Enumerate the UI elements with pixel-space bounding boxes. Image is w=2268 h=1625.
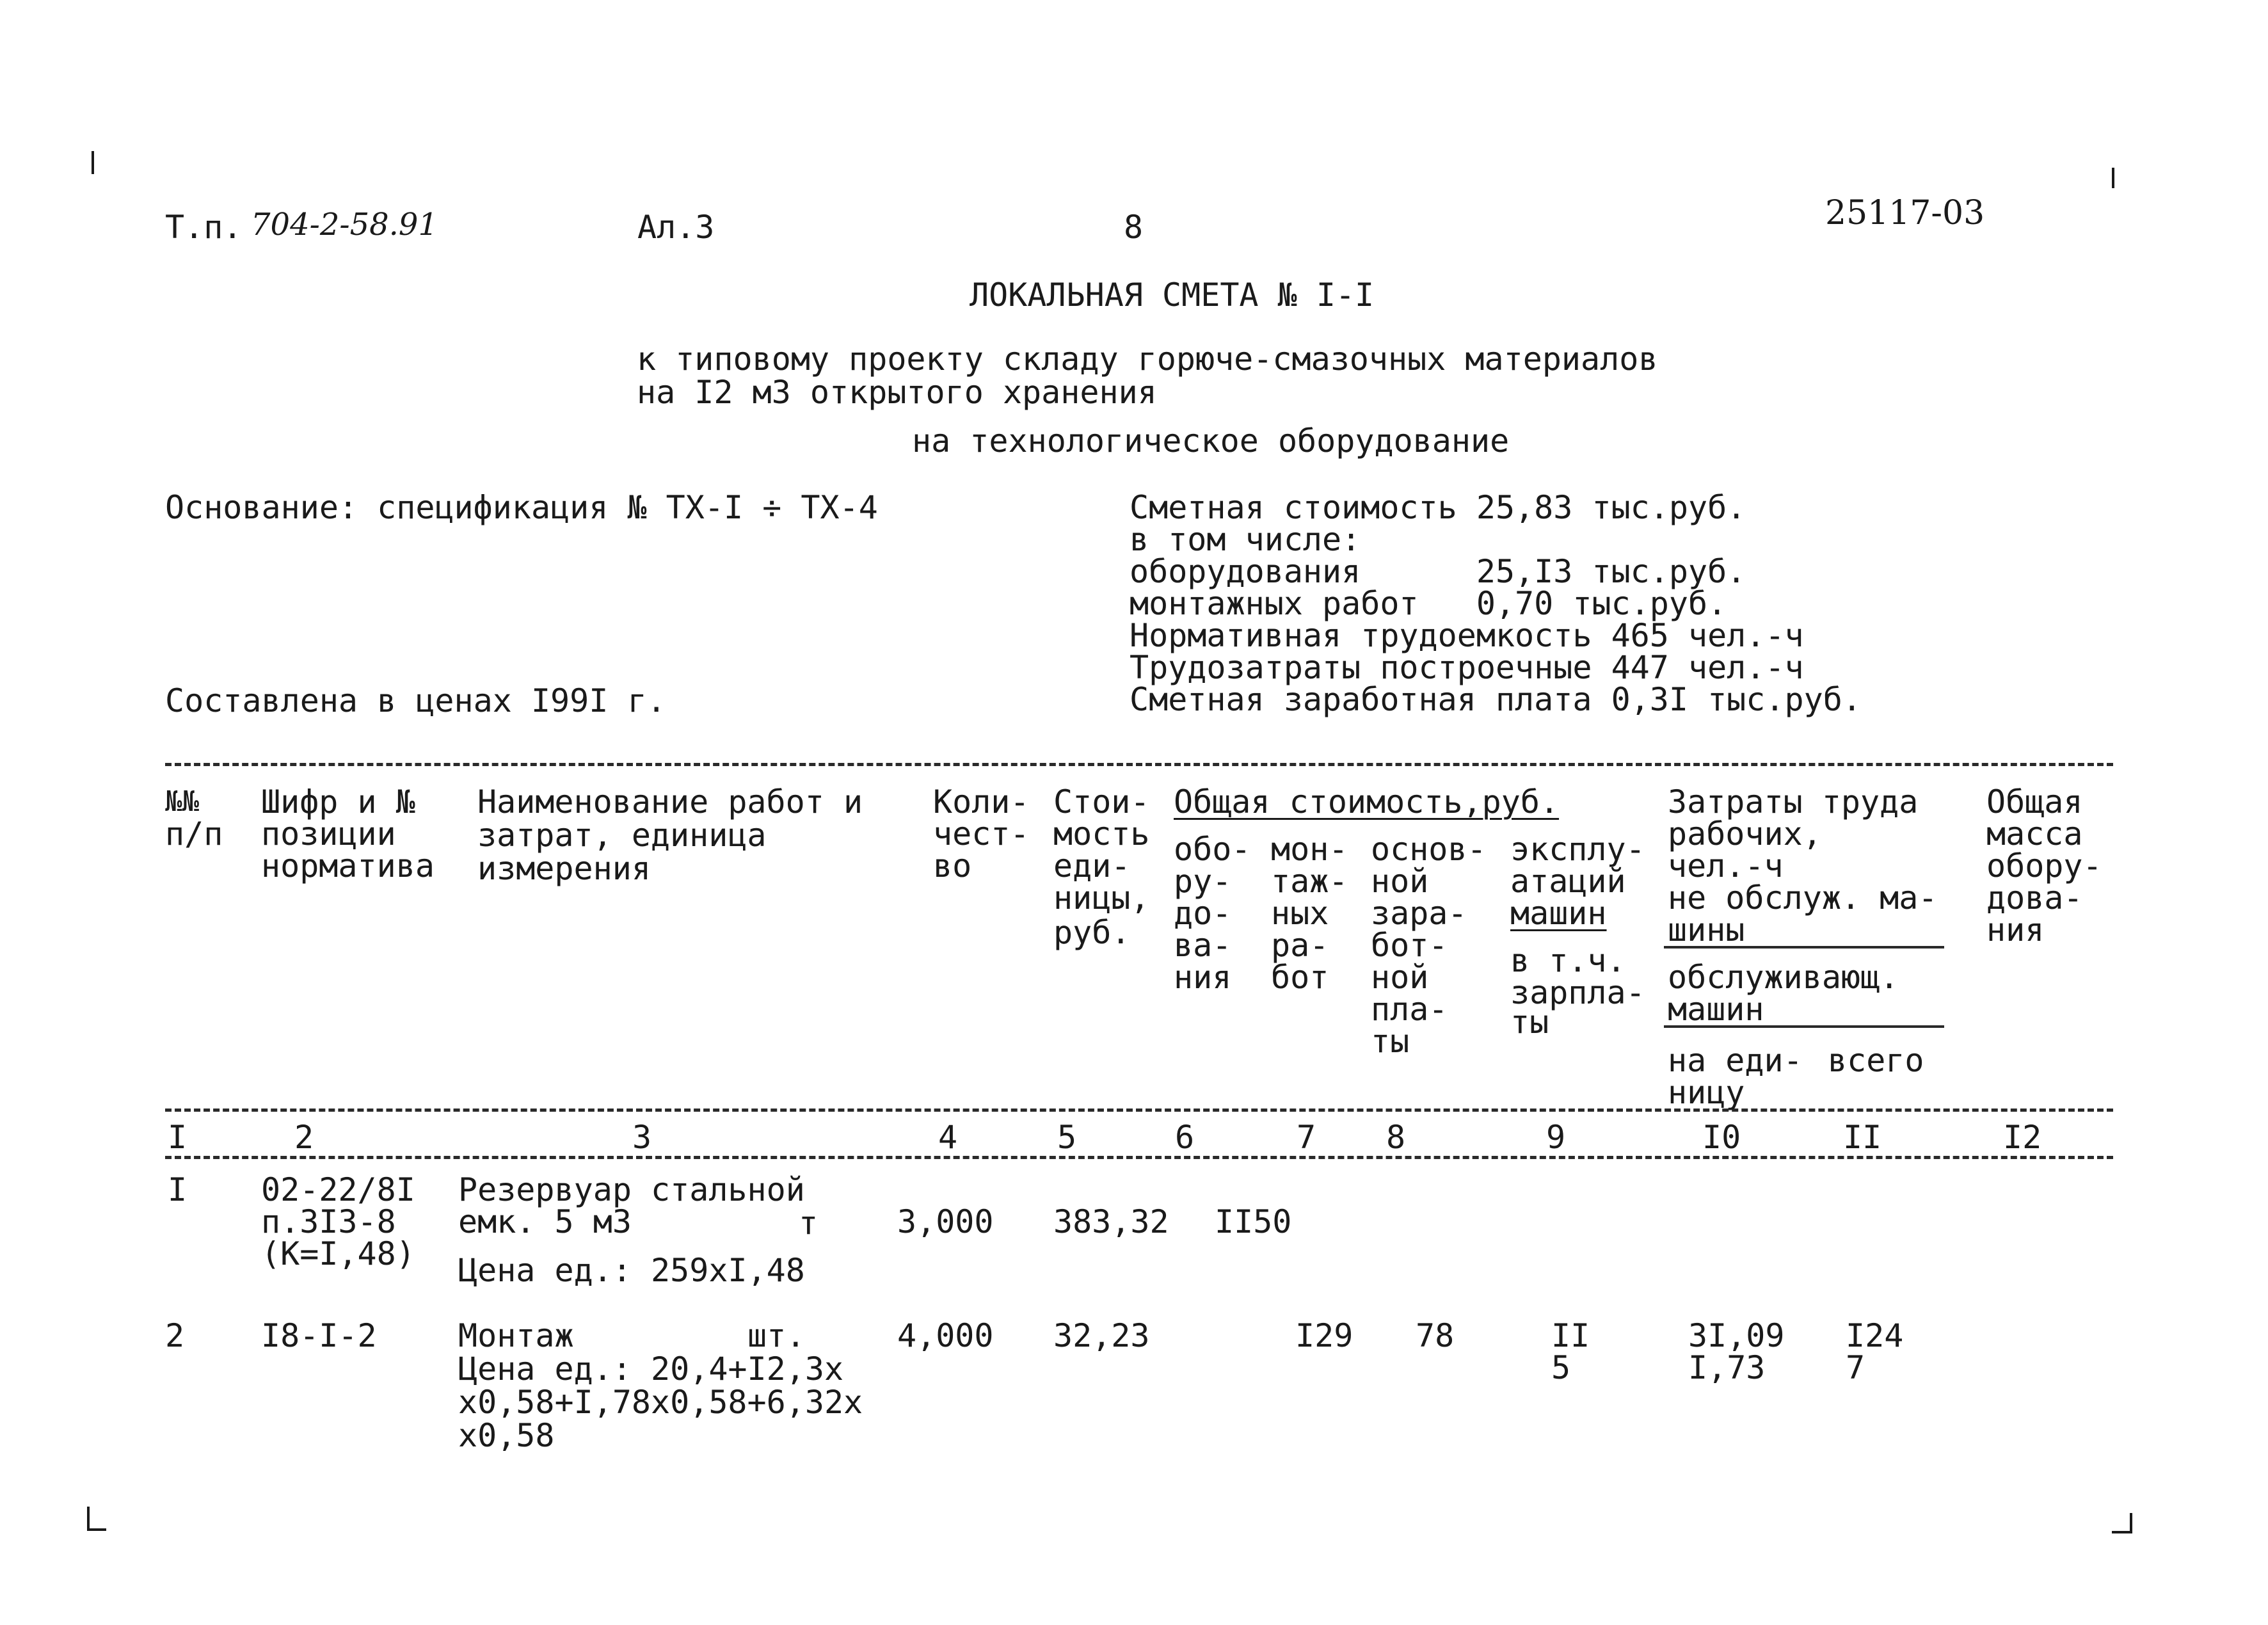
header-unit-cost: ницы, <box>1053 879 1150 917</box>
column-number: 7 <box>1297 1119 1316 1156</box>
header-machine-wages: в т.ч. <box>1510 942 1626 979</box>
row-2-num: 2 <box>165 1317 185 1354</box>
header-equipment: ния <box>1174 959 1232 996</box>
prices-year: Составлена в ценах I99I г. <box>165 682 666 719</box>
header-labor-group: чел.-ч <box>1668 847 1784 885</box>
row-1-name: емк. 5 м3 <box>458 1203 632 1240</box>
row-1-num: I <box>168 1171 188 1208</box>
header-mass: обору- <box>1986 847 2102 885</box>
header-labor-serving: обслуживающ. <box>1668 959 1899 996</box>
row-1-unit: т <box>799 1205 819 1242</box>
column-number: 2 <box>294 1119 314 1156</box>
corner-mark-bottom-right-foot <box>2112 1531 2132 1533</box>
row-1-price: Цена ед.: 259хI,48 <box>458 1252 805 1289</box>
header-mass: Общая <box>1986 783 2083 821</box>
column-number: I2 <box>2003 1119 2042 1156</box>
header-labor-not-serving: не обслуж. ма- <box>1668 879 1938 917</box>
header-labor-group: рабочих, <box>1668 815 1822 853</box>
header-labor-group: Затраты труда <box>1668 783 1919 821</box>
row-2-price: х0,58+I,78х0,58+6,32х <box>458 1384 863 1421</box>
row-1-name: Резервуар стальной <box>458 1171 805 1208</box>
row-2-unit-cost: 32,23 <box>1053 1317 1150 1354</box>
header-code: позиции <box>261 815 396 853</box>
row-2-name: Монтаж <box>458 1317 574 1354</box>
tp-number: 704-2-58.91 <box>251 207 438 243</box>
header-machine-operation: эксплу- <box>1510 831 1645 868</box>
header-mass: ния <box>1986 911 2045 949</box>
corner-mark-bottom-left <box>87 1507 90 1531</box>
header-machine-operation: машин <box>1510 895 1607 932</box>
header-labor-not-serving: шины <box>1668 911 1745 949</box>
cost-summary-line: оборудования 25,I3 тыс.руб. <box>1130 553 1746 590</box>
header-machine-wages: ты <box>1510 1004 1549 1041</box>
header-code: норматива <box>261 847 435 885</box>
header-equipment: ру- <box>1174 863 1232 900</box>
row-1-code: 02-22/8I <box>261 1171 415 1208</box>
row-1-unit-cost: 383,32 <box>1053 1203 1169 1240</box>
header-mass: масса <box>1986 815 2083 853</box>
row-2-wages: 78 <box>1416 1317 1455 1354</box>
header-installation: мон- <box>1271 831 1348 868</box>
column-number: 3 <box>632 1119 652 1156</box>
page-number: 8 <box>1124 209 1144 246</box>
header-mass: дова- <box>1986 879 2083 917</box>
cost-summary-line: Трудозатраты построечные 447 чел.-ч <box>1130 649 1804 686</box>
column-numbers-rule <box>165 1156 2113 1159</box>
row-1-code: (К=I,48) <box>261 1235 415 1272</box>
header-installation: таж- <box>1271 863 1348 900</box>
column-number: I <box>168 1119 188 1156</box>
subtitle-line-3: на технологическое оборудование <box>912 422 1510 460</box>
column-number: 9 <box>1546 1119 1566 1156</box>
column-number: 5 <box>1057 1119 1077 1156</box>
row-1-equipment: II50 <box>1215 1203 1292 1240</box>
row-1-qty: 3,000 <box>897 1203 994 1240</box>
header-labor-total: всего <box>1828 1042 1924 1079</box>
row-2-labor-unit: I,73 <box>1688 1349 1766 1386</box>
corner-mark-top-right <box>2112 168 2114 188</box>
header-base-wages: ной <box>1371 959 1429 996</box>
row-2-price: х0,58 <box>458 1417 555 1454</box>
header-base-wages: бот- <box>1371 927 1448 964</box>
header-qty: чест- <box>933 815 1030 853</box>
page-title: ЛОКАЛЬНАЯ СМЕТА № I-I <box>970 276 1375 314</box>
header-labor-per-unit: ницу <box>1668 1074 1745 1111</box>
column-number: 6 <box>1175 1119 1195 1156</box>
header-total-cost-group: Общая стоимость,руб. <box>1174 783 1560 821</box>
header-base-wages: зара- <box>1371 895 1467 932</box>
header-unit-cost: мость <box>1053 815 1150 853</box>
header-qty: во <box>933 847 972 885</box>
corner-mark-bottom-left-foot <box>87 1528 106 1531</box>
cost-summary-line: в том числе: <box>1130 521 1361 558</box>
header-code: Шифр и № <box>261 783 415 821</box>
corner-mark-top-left <box>92 151 94 174</box>
cost-summary-line: Нормативная трудоемкость 465 чел.-ч <box>1130 617 1804 654</box>
row-2-labor-total: I24 <box>1846 1317 1904 1354</box>
header-labor-serving: машин <box>1668 991 1764 1028</box>
row-2-installation: I29 <box>1295 1317 1354 1354</box>
header-labor-per-unit: на еди- <box>1668 1042 1803 1079</box>
column-number: 4 <box>938 1119 958 1156</box>
header-base-wages: ной <box>1371 863 1429 900</box>
header-equipment: обо- <box>1174 831 1251 868</box>
header-name: измерения <box>477 850 651 887</box>
header-equipment: до- <box>1174 895 1232 932</box>
header-base-wages: пла- <box>1371 991 1448 1028</box>
row-2-code: I8-I-2 <box>261 1317 377 1354</box>
column-number: 8 <box>1386 1119 1406 1156</box>
row-2-labor-total: 7 <box>1846 1349 1865 1386</box>
header-num: п/п <box>165 815 223 853</box>
doc-code: 25117-03 <box>1825 194 1985 232</box>
header-num: №№ <box>165 785 199 818</box>
cost-summary-line: монтажных работ 0,70 тыс.руб. <box>1130 585 1727 622</box>
header-installation: бот <box>1271 959 1329 996</box>
header-qty: Коли- <box>933 783 1030 821</box>
header-name: затрат, единица <box>477 817 767 854</box>
row-2-price: Цена ед.: 20,4+I2,3х <box>458 1350 844 1388</box>
header-name: Наименование работ и <box>477 783 863 821</box>
tp-prefix: Т.п. <box>165 209 243 246</box>
header-installation: ных <box>1271 895 1329 932</box>
row-1-code: п.3I3-8 <box>261 1203 396 1240</box>
cost-summary-line: Сметная стоимость 25,83 тыс.руб. <box>1130 489 1746 526</box>
subtitle-line-2: на I2 м3 открытого хранения <box>637 374 1157 411</box>
subtitle-line-1: к типовому проекту складу горюче-смазочных материалов <box>637 340 1658 378</box>
header-equipment: ва- <box>1174 927 1232 964</box>
header-base-wages: ты <box>1371 1023 1410 1060</box>
row-2-labor-unit: 3I,09 <box>1688 1317 1785 1354</box>
header-installation: ра- <box>1271 927 1329 964</box>
album-label: Ал.3 <box>637 209 715 246</box>
header-unit-cost: руб. <box>1053 914 1131 951</box>
header-base-wages: основ- <box>1371 831 1487 868</box>
column-number: I0 <box>1702 1119 1741 1156</box>
column-number: II <box>1843 1119 1882 1156</box>
table-header-bottom-rule <box>165 1109 2113 1112</box>
cost-summary-line: Сметная заработная плата 0,3I тыс.руб. <box>1130 681 1862 718</box>
header-machine-wages: зарпла- <box>1510 974 1645 1011</box>
table-top-rule <box>165 763 2113 766</box>
row-2-unit: шт. <box>747 1317 806 1354</box>
row-2-machines: II <box>1551 1317 1590 1354</box>
header-unit-cost: еди- <box>1053 847 1131 885</box>
header-machine-operation: атаций <box>1510 863 1626 900</box>
row-2-qty: 4,000 <box>897 1317 994 1354</box>
basis-text: Основание: спецификация № ТХ-I ÷ ТХ-4 <box>165 489 878 526</box>
header-unit-cost: Стои- <box>1053 783 1150 821</box>
row-2-machines: 5 <box>1551 1349 1571 1386</box>
